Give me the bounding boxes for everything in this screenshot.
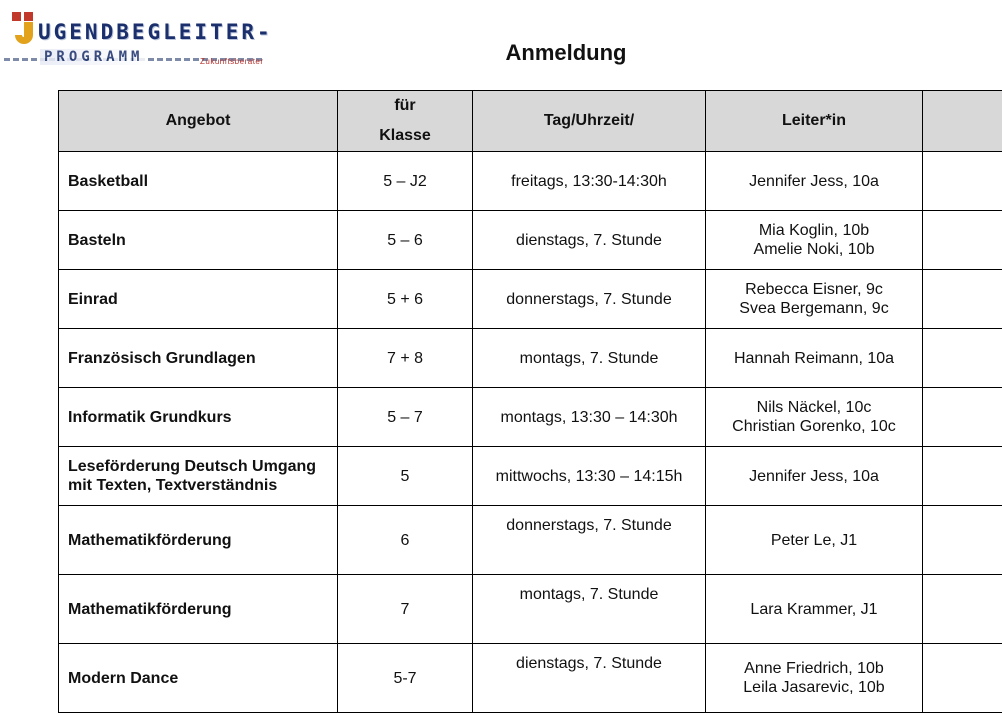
- cell-angebot: Einrad: [59, 270, 338, 329]
- logo-j-mark-icon: [6, 10, 40, 44]
- leiter-name: Hannah Reimann, 10a: [714, 349, 914, 368]
- cell-extra: [923, 329, 1002, 388]
- logo-subtitle: PROGRAMM: [40, 49, 147, 65]
- cell-extra: [923, 388, 1002, 447]
- cell-klasse: 5: [338, 447, 473, 506]
- leiter-name: Christian Gorenko, 10c: [714, 417, 914, 436]
- header-klasse-line2: Klasse: [346, 121, 464, 151]
- cell-leiter: [706, 506, 923, 575]
- cell-klasse: 5 – J2: [338, 152, 473, 211]
- header-klasse-line1: für: [346, 91, 464, 121]
- table-row: [59, 575, 1002, 644]
- table-row: [59, 644, 1002, 713]
- cell-angebot: Mathematikförderung: [59, 575, 338, 644]
- cell-extra: [923, 152, 1002, 211]
- cell-extra: [923, 211, 1002, 270]
- leiter-name: Rebecca Eisner, 9c: [714, 280, 914, 299]
- leiter-name: Nils Näckel, 10c: [714, 398, 914, 417]
- cell-zeit: mittwochs, 13:30 – 14:15h: [473, 447, 706, 506]
- cell-angebot: Modern Dance: [59, 644, 338, 713]
- cell-klasse: 5-7: [338, 644, 473, 713]
- schedule-table: [58, 90, 1002, 713]
- header-leiter: Leiter*in: [706, 91, 923, 152]
- cell-extra: [923, 270, 1002, 329]
- cell-leiter: [706, 447, 923, 506]
- cell-angebot: Französisch Grundlagen: [59, 329, 338, 388]
- cell-zeit: montags, 7. Stunde: [473, 575, 706, 644]
- table-row: [59, 447, 1002, 506]
- cell-extra: [923, 644, 1002, 713]
- leiter-name: Peter Le, J1: [714, 531, 914, 550]
- cell-klasse: 5 – 6: [338, 211, 473, 270]
- leiter-name: Jennifer Jess, 10a: [714, 172, 914, 191]
- cell-klasse: 6: [338, 506, 473, 575]
- cell-leiter: [706, 644, 923, 713]
- cell-klasse: 7: [338, 575, 473, 644]
- logo-tagline: Zukunftsberater: [200, 57, 264, 66]
- table-row: [59, 211, 1002, 270]
- header-angebot: Angebot: [59, 91, 338, 152]
- leiter-name: Lara Krammer, J1: [714, 600, 914, 619]
- cell-klasse: 5 + 6: [338, 270, 473, 329]
- table-row: [59, 270, 1002, 329]
- leiter-name: Jennifer Jess, 10a: [714, 467, 914, 486]
- cell-leiter: [706, 152, 923, 211]
- cell-zeit: montags, 13:30 – 14:30h: [473, 388, 706, 447]
- cell-klasse: 5 – 7: [338, 388, 473, 447]
- page-title: Anmeldung: [0, 40, 1002, 66]
- cell-extra: [923, 575, 1002, 644]
- header-klasse: [338, 91, 473, 152]
- cell-zeit: dienstags, 7. Stunde: [473, 644, 706, 713]
- cell-angebot: Basteln: [59, 211, 338, 270]
- cell-leiter: [706, 388, 923, 447]
- cell-angebot: Mathematikförderung: [59, 506, 338, 575]
- cell-angebot: Leseförderung Deutsch Umgang mit Texten, Textverständnis: [59, 447, 338, 506]
- table-row: [59, 388, 1002, 447]
- leiter-name: Anne Friedrich, 10b: [714, 659, 914, 678]
- table-row: [59, 152, 1002, 211]
- leiter-name: Leila Jasarevic, 10b: [714, 678, 914, 697]
- cell-angebot: Informatik Grundkurs: [59, 388, 338, 447]
- cell-extra: [923, 447, 1002, 506]
- cell-angebot: Basketball: [59, 152, 338, 211]
- logo-title: UGENDBEGLEITER-: [38, 20, 273, 44]
- leiter-name: Svea Bergemann, 9c: [714, 299, 914, 318]
- leiter-name: Amelie Noki, 10b: [714, 240, 914, 259]
- cell-zeit: freitags, 13:30-14:30h: [473, 152, 706, 211]
- cell-extra: [923, 506, 1002, 575]
- table-row: [59, 506, 1002, 575]
- header-zeit: Tag/Uhrzeit/: [473, 91, 706, 152]
- table-header-row: [59, 91, 1002, 152]
- leiter-name: Mia Koglin, 10b: [714, 221, 914, 240]
- cell-leiter: [706, 270, 923, 329]
- cell-zeit: donnerstags, 7. Stunde: [473, 270, 706, 329]
- header-extra: [923, 91, 1002, 152]
- cell-zeit: donnerstags, 7. Stunde: [473, 506, 706, 575]
- cell-leiter: [706, 575, 923, 644]
- table-row: [59, 329, 1002, 388]
- cell-leiter: [706, 211, 923, 270]
- cell-klasse: 7 + 8: [338, 329, 473, 388]
- cell-leiter: [706, 329, 923, 388]
- cell-zeit: dienstags, 7. Stunde: [473, 211, 706, 270]
- cell-zeit: montags, 7. Stunde: [473, 329, 706, 388]
